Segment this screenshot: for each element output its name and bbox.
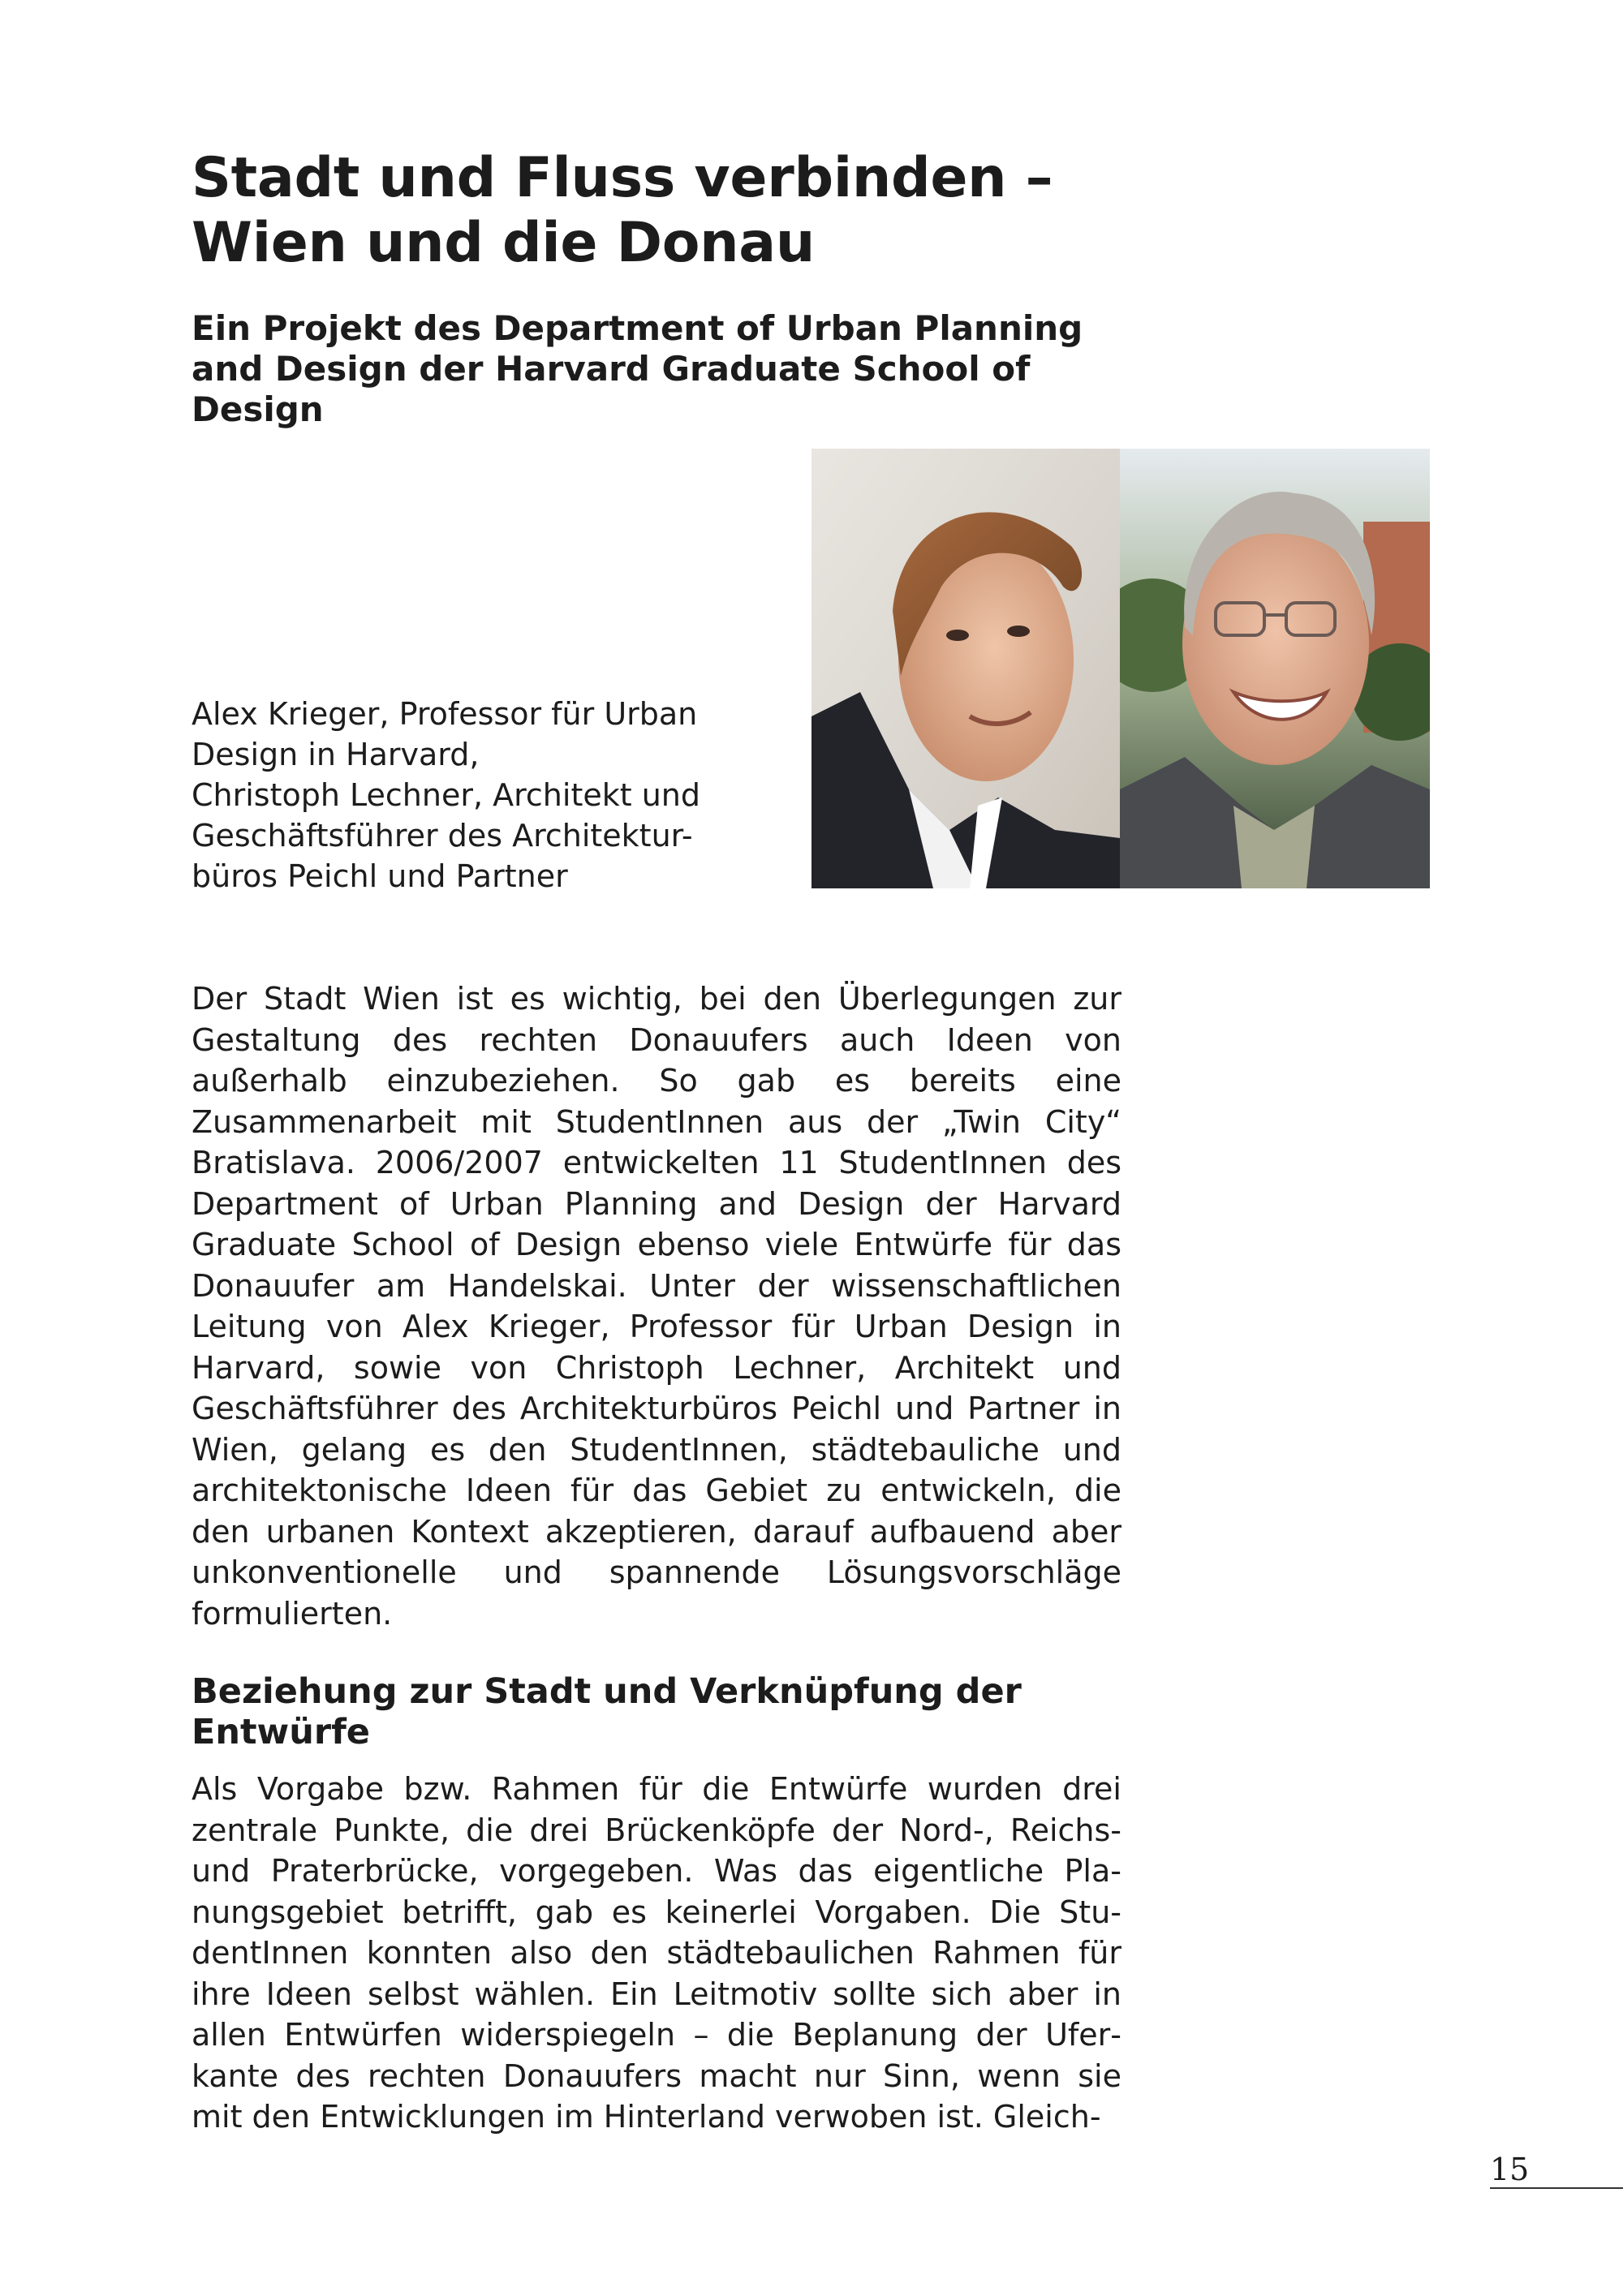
body-paragraph-1: Der Stadt Wien ist es wichtig, bei den Überlegungen zur Gestaltung des rechten Donauufers auch Ideen von außerhalb einzubeziehen. So gab es bereits eine Zusammenarbeit mit StudentInnen aus der „Twin City“ Bratislava. 2006/2007 entwickelten 11 StudentInnen des Department of Urban Planning and Design der Harvard Graduate School of Design ebenso viele Entwürfe für das Donauufer am Handelskai. Unter der wissenschaftlichen Leitung von Alex Krieger, Professor für Urban Design in Harvard, sowie von Christoph Lechner, Architekt und Geschäftsführer des Architekturbüros Peichl und Partner in Wien, gelang es den StudentInnen, städtebauliche und architektonische Ideen für das Gebiet zu entwickeln, die den urbanen Kontext akzeptieren, darauf aufbauend aber unkonventionelle und spannende Lösungsvorschläge formulierten. (192, 981, 1121, 1632)
section-heading (192, 1671, 1125, 1752)
portrait-photo-right (1120, 449, 1430, 888)
portrait-photos (812, 449, 1430, 888)
page-number-rule (1490, 2187, 1623, 2189)
caption-line-2: Design in Harvard, (192, 737, 480, 772)
page-number: 15 (1490, 2152, 1530, 2187)
caption-line-3: Christoph Lechner, Architekt und (192, 777, 700, 813)
page-subtitle (192, 308, 1157, 430)
portrait-photo-left (812, 449, 1120, 888)
caption-line-5: büros Peichl und Partner (192, 858, 568, 894)
title-line-2: Wien und die Donau (192, 211, 815, 275)
portrait-left-illustration (812, 449, 1120, 888)
page-title (192, 146, 1246, 276)
title-line-1: Stadt und Fluss verbinden – (192, 146, 1053, 210)
subtitle-line-1: Ein Projekt des Department of Urban Planning (192, 308, 1083, 348)
photo-caption (192, 694, 776, 896)
subtitle-line-3: Design (192, 389, 324, 429)
section-heading-line-2: Entwürfe (192, 1712, 370, 1752)
portrait-right-illustration (1120, 449, 1430, 888)
caption-line-1: Alex Krieger, Professor für Urban (192, 696, 698, 732)
section-heading-line-1: Beziehung zur Stadt und Verknüpfung der (192, 1671, 1022, 1712)
body-paragraph-2: Als Vorgabe bzw. Rahmen für die Entwürfe wurden drei zentrale Punkte, die drei Brückenköpfe der Nord-, Reichs- und Praterbrücke, vorgegeben. Was das eigentliche Planungsgebiet betrifft, gab es keinerlei Vorgaben. Die StudentInnen konnten also den städtebaulichen Rahmen für ihre Ideen selbst wählen. Ein Leitmotiv sollte sich aber in allen Entwürfen widerspiegeln – die Beplanung der Uferkante des rechten Donauufers macht nur Sinn, wenn sie mit den Entwicklungen im Hinterland verwoben ist. Gleich- (192, 1771, 1121, 2135)
caption-line-4: Geschäftsführer des Architektur- (192, 818, 693, 853)
subtitle-line-2: and Design der Harvard Graduate School of (192, 349, 1031, 389)
